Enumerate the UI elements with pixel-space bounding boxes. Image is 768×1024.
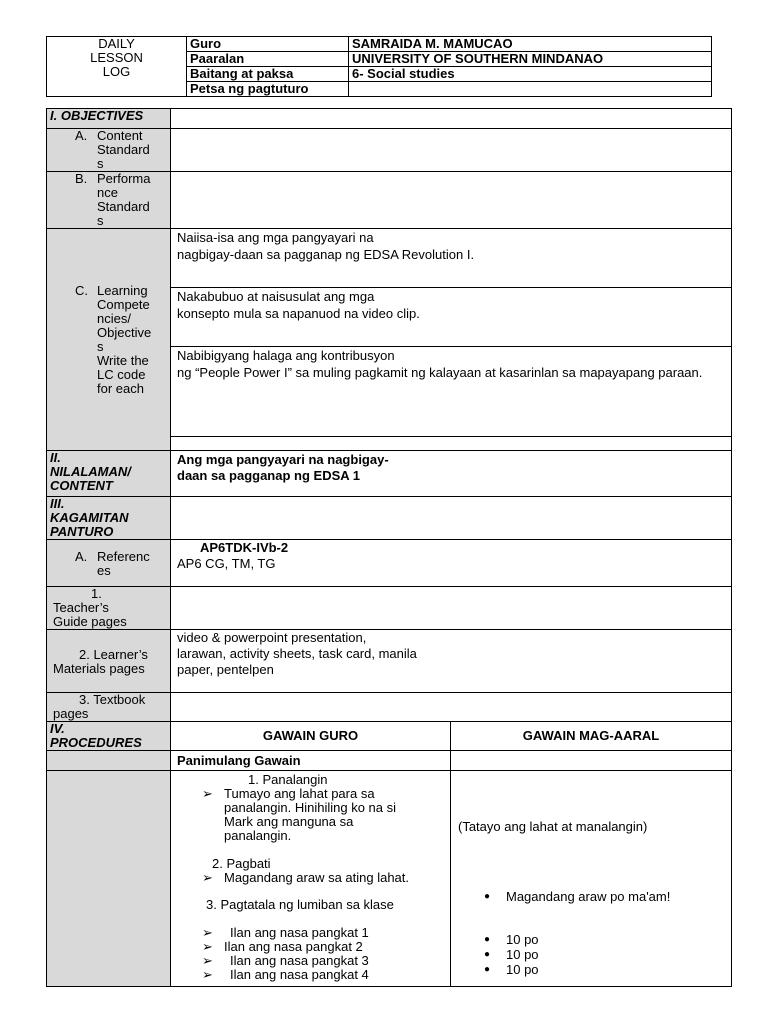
label-line: 3. Textbook — [79, 692, 146, 707]
heading-line: PANTURO — [50, 524, 114, 539]
label-line: Guide pages — [53, 614, 127, 629]
references-text: AP6 CG, TM, TG — [177, 556, 276, 571]
references-value — [171, 540, 732, 587]
label-line: Referenc — [97, 549, 150, 564]
materials-cell — [171, 497, 732, 540]
label-line: 2. Learner’s — [79, 647, 148, 662]
objective-item — [171, 288, 732, 347]
label-line: ncies/ — [97, 310, 131, 326]
heading-line: NILALAMAN/ — [50, 464, 131, 479]
teachers-guide-label — [47, 587, 171, 630]
prayer-line: panalangin. — [224, 828, 292, 843]
label-line: Objective — [97, 324, 152, 340]
list-marker: B. — [75, 171, 88, 186]
heading-line: PROCEDURES — [50, 735, 142, 750]
performance-standards-label — [47, 172, 171, 229]
panimulang-student-cell — [451, 751, 732, 771]
objective-line: ng “People Power I” sa muling pagkamit ng kalayaan at kasarinlan sa mapayapang paraan. — [177, 365, 703, 380]
textbook-cell — [171, 693, 732, 722]
petsa-value — [349, 82, 712, 97]
attendance-text: Ilan ang nasa pangkat 1 — [230, 925, 369, 940]
label-line: es — [97, 563, 111, 578]
attendance-response — [454, 932, 728, 947]
baitang-value: 6- Social studies — [349, 67, 712, 82]
column-header-teacher: GAWAIN GURO — [171, 722, 451, 751]
label-lines — [97, 129, 167, 171]
attendance-text: Ilan ang nasa pangkat 4 — [230, 967, 369, 982]
attendance-text: Ilan ang nasa pangkat 2 — [224, 939, 363, 954]
attendance-response-text: 10 po — [506, 932, 539, 947]
title-line: LOG — [102, 64, 131, 79]
procedures-heading — [47, 722, 171, 751]
baitang-label: Baitang at paksa — [187, 67, 349, 82]
materials-heading — [47, 497, 171, 540]
label-line: Compete — [97, 296, 150, 312]
attendance-response — [454, 962, 728, 977]
prayer-line: panalangin. Hinihiling ko na si — [224, 800, 397, 815]
attendance-title: 3. Pagtatala ng lumiban sa klase — [206, 897, 394, 912]
bullet-icon: ● — [484, 949, 491, 960]
objective-item — [171, 347, 732, 437]
header-table — [46, 36, 712, 97]
list-marker: A. — [75, 128, 88, 143]
greeting-response — [454, 890, 728, 904]
title-line: LESSON — [90, 50, 143, 65]
bullet-icon: ● — [484, 891, 491, 902]
objective-line: konsepto mula sa napanuod na video clip. — [177, 306, 420, 321]
guro-label: Guro — [187, 37, 349, 52]
prayer-line: Mark ang manguna sa — [224, 814, 354, 829]
attendance-text: Ilan ang nasa pangkat 3 — [230, 953, 369, 968]
attendance-response — [454, 947, 728, 962]
list-marker: A. — [75, 549, 88, 564]
label-line: Learning — [97, 282, 148, 298]
student-activity-cell — [451, 771, 732, 987]
heading-line: CONTENT — [50, 478, 113, 493]
objective-item — [171, 229, 732, 288]
arrow-bullet-icon: ➢ — [202, 967, 213, 982]
greeting-title: 2. Pagbati — [212, 856, 271, 871]
attendance-item — [174, 968, 447, 982]
label-line: Content — [97, 128, 143, 143]
learning-competencies-label — [47, 229, 171, 451]
attendance-item — [174, 926, 447, 940]
label-line: 1. — [91, 586, 102, 601]
heading-line: IV. — [50, 721, 65, 736]
performance-standards-cell — [171, 172, 732, 229]
arrow-bullet-icon: ➢ — [202, 953, 213, 968]
objective-line: Nabibigyang halaga ang kontribusyon — [177, 348, 395, 363]
objective-line: Naiisa-isa ang mga pangyayari na — [177, 230, 374, 245]
learners-materials-value — [171, 630, 732, 693]
learners-materials-label — [47, 630, 171, 693]
content-standards-cell — [171, 129, 732, 172]
paaralan-value: UNIVERSITY OF SOUTHERN MINDANAO — [349, 52, 712, 67]
textbook-label — [47, 693, 171, 722]
procedures-blank — [47, 751, 171, 771]
label-line: Standard — [97, 199, 150, 214]
arrow-bullet-icon: ➢ — [202, 786, 213, 801]
label-line: Teacher’s — [53, 600, 109, 615]
content-standards-label — [47, 129, 171, 172]
arrow-bullet-icon: ➢ — [202, 925, 213, 940]
teacher-activity-cell — [171, 771, 451, 987]
label-line: Performa — [97, 171, 151, 186]
attendance-list — [174, 926, 447, 982]
bullet-icon: ● — [484, 934, 491, 945]
guro-value: SAMRAIDA M. MAMUCAO — [349, 37, 712, 52]
procedures-label-blank — [47, 771, 171, 987]
content-line: daan sa pagganap ng EDSA 1 — [177, 468, 361, 483]
heading-line: II. — [50, 450, 61, 465]
title-line: DAILY — [98, 36, 135, 51]
label-line: LC code — [97, 366, 146, 382]
label-line: Materials pages — [53, 661, 145, 676]
label-line: Write the — [97, 352, 149, 368]
attendance-item — [174, 954, 447, 968]
label-line: s — [97, 213, 104, 228]
label-lines — [97, 284, 167, 396]
panimulang-gawain: Panimulang Gawain — [171, 751, 451, 771]
prayer-response: (Tatayo ang lahat at manalangin) — [458, 819, 648, 834]
prayer-title: 1. Panalangin — [248, 772, 328, 787]
objective-line: Nakabubuo at naisusulat ang mga — [177, 289, 375, 304]
arrow-bullet-icon: ➢ — [202, 870, 213, 885]
petsa-label: Petsa ng pagtuturo — [187, 82, 349, 97]
label-line: s — [97, 338, 104, 354]
prayer-instruction — [174, 787, 447, 843]
paaralan-label: Paaralan — [187, 52, 349, 67]
label-line: Standard — [97, 142, 150, 157]
label-line: s — [97, 156, 104, 171]
attendance-response-text: 10 po — [506, 962, 539, 977]
label-line: pages — [53, 706, 89, 721]
greeting-instruction — [174, 871, 447, 885]
references-label — [47, 540, 171, 587]
list-marker: C. — [75, 282, 88, 298]
content-line: Ang mga pangyayari na nagbigay- — [177, 452, 389, 467]
content-heading — [47, 451, 171, 497]
prayer-line: Tumayo ang lahat para sa — [224, 786, 375, 801]
materials-line: video & powerpoint presentation, — [177, 630, 367, 645]
objective-line: nagbigay-daan sa pagganap ng EDSA Revolution I. — [177, 247, 475, 262]
teachers-guide-cell — [171, 587, 732, 630]
lesson-plan-table — [46, 108, 732, 987]
heading-line: KAGAMITAN — [50, 510, 129, 525]
materials-line: paper, pentelpen — [177, 662, 274, 677]
materials-line: larawan, activity sheets, task card, manila — [177, 646, 417, 661]
arrow-bullet-icon: ➢ — [202, 939, 213, 954]
objectives-heading: I. OBJECTIVES — [47, 109, 171, 129]
label-line: nce — [97, 185, 118, 200]
greeting-response-text: Magandang araw po ma'am! — [506, 889, 671, 904]
label-lines — [97, 550, 167, 578]
objective-blank — [171, 437, 732, 451]
column-header-student: GAWAIN MAG-AARAL — [451, 722, 732, 751]
attendance-response-text: 10 po — [506, 947, 539, 962]
bullet-icon: ● — [484, 964, 491, 975]
greeting-line: Magandang araw sa ating lahat. — [224, 870, 410, 885]
content-value — [171, 451, 732, 497]
objectives-cell — [171, 109, 732, 129]
heading-line: III. — [50, 496, 65, 511]
daily-lesson-log-title — [47, 37, 187, 97]
lc-code: AP6TDK-IVb-2 — [200, 540, 289, 555]
label-line: for each — [97, 380, 144, 396]
attendance-item — [174, 940, 447, 954]
label-lines — [97, 172, 167, 228]
